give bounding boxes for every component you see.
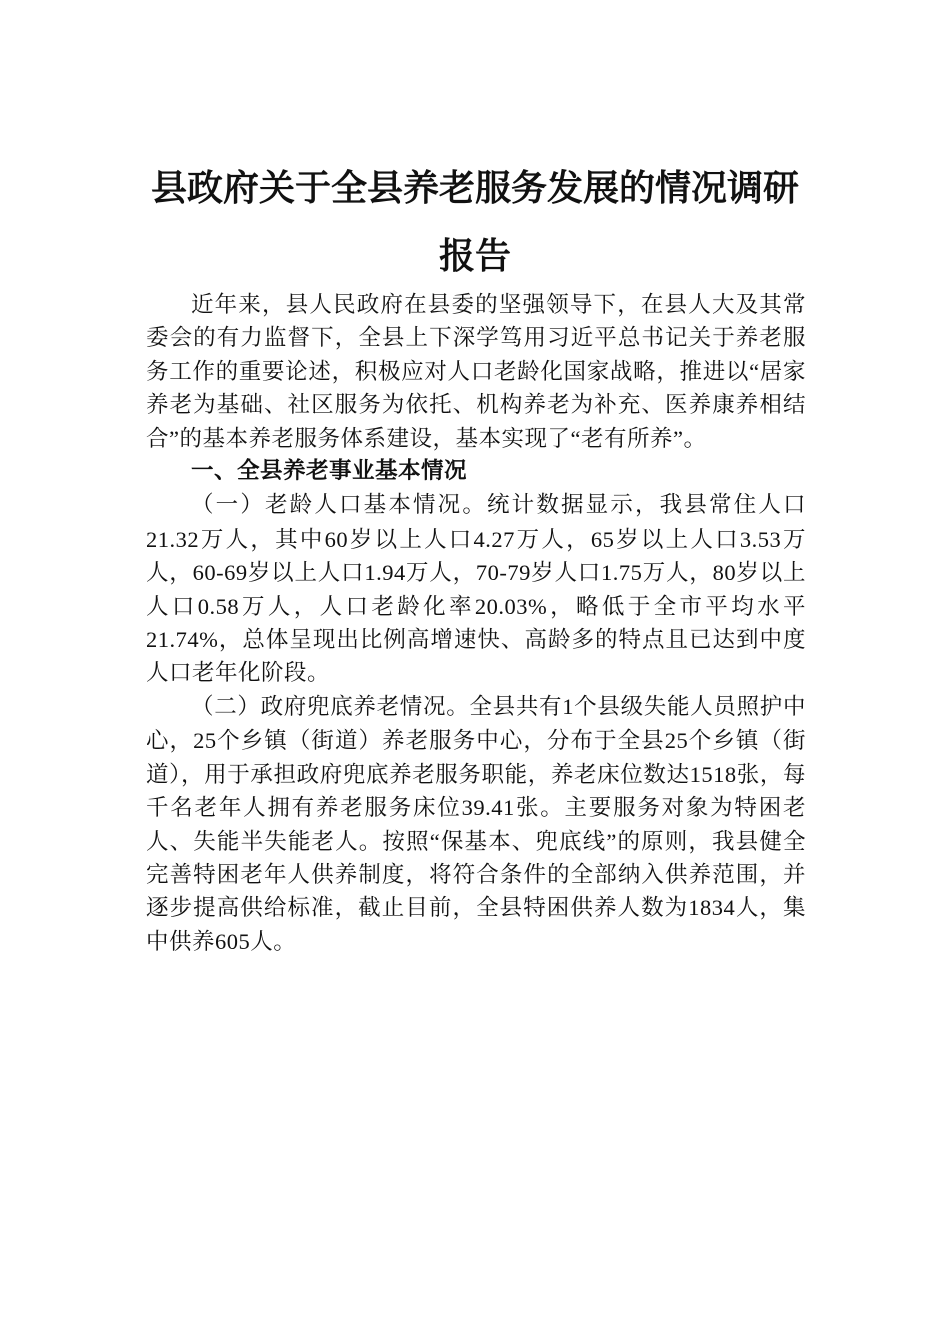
subsection-lead-1: （一）老龄人口基本情况。 bbox=[191, 492, 487, 519]
intro-paragraph: 近年来，县人民政府在县委的坚强领导下，在县人大及其常委会的有力监督下，全县上下深学笃用习近平总书记关于养老服务工作的重要论述，积极应对人口老龄化国家战略，推进以“居家养老为基础、社区服务为依托、机构养老为补充、医养康养相结合”的基本养老服务体系建设，基本实现了“老有所养”。 bbox=[146, 292, 806, 451]
document-title-line1: 县政府关于全县养老服务发展的情况调研 bbox=[150, 167, 799, 209]
subsection-text-2: 全县共有1个县级失能人员照护中心，25个乡镇（街道）养老服务中心，分布于全县25个乡镇（街道），用于承担政府兜底养老服务职能，养老床位数达1518张，每千名老年人拥有养老服务床位39.41张。主要服务对象为特困老人、失能半失能老人。按照“保基本、兜底线”的原则，我县健全完善特困老年人供养制度，将符合条件的全部纳入供养范围，并逐步提高供给标准，截止目前，全县特困供养人数为1834人，集中供养605人。 bbox=[146, 693, 806, 954]
section-heading: 一、全县养老事业基本情况 bbox=[191, 458, 468, 485]
subsection-paragraph-2 bbox=[146, 690, 806, 958]
document-body bbox=[146, 288, 806, 958]
subsection-text-1: 统计数据显示，我县常住人口21.32万人，其中60岁以上人口4.27万人，65岁以上人口3.53万人，60-69岁以上人口1.94万人，70-79岁人口1.75万人，80岁以上人口0.58万人，人口老龄化率20.03%，略低于全市平均水平21.74%，总体呈现出比例高增速快、高龄多的特点且已达到中度人口老年化阶段。 bbox=[146, 492, 806, 686]
subsection-lead-2: （二）政府兜底养老情况。 bbox=[191, 693, 470, 720]
document-title-line2: 报告 bbox=[438, 235, 511, 277]
subsection-paragraph-1 bbox=[146, 488, 806, 689]
